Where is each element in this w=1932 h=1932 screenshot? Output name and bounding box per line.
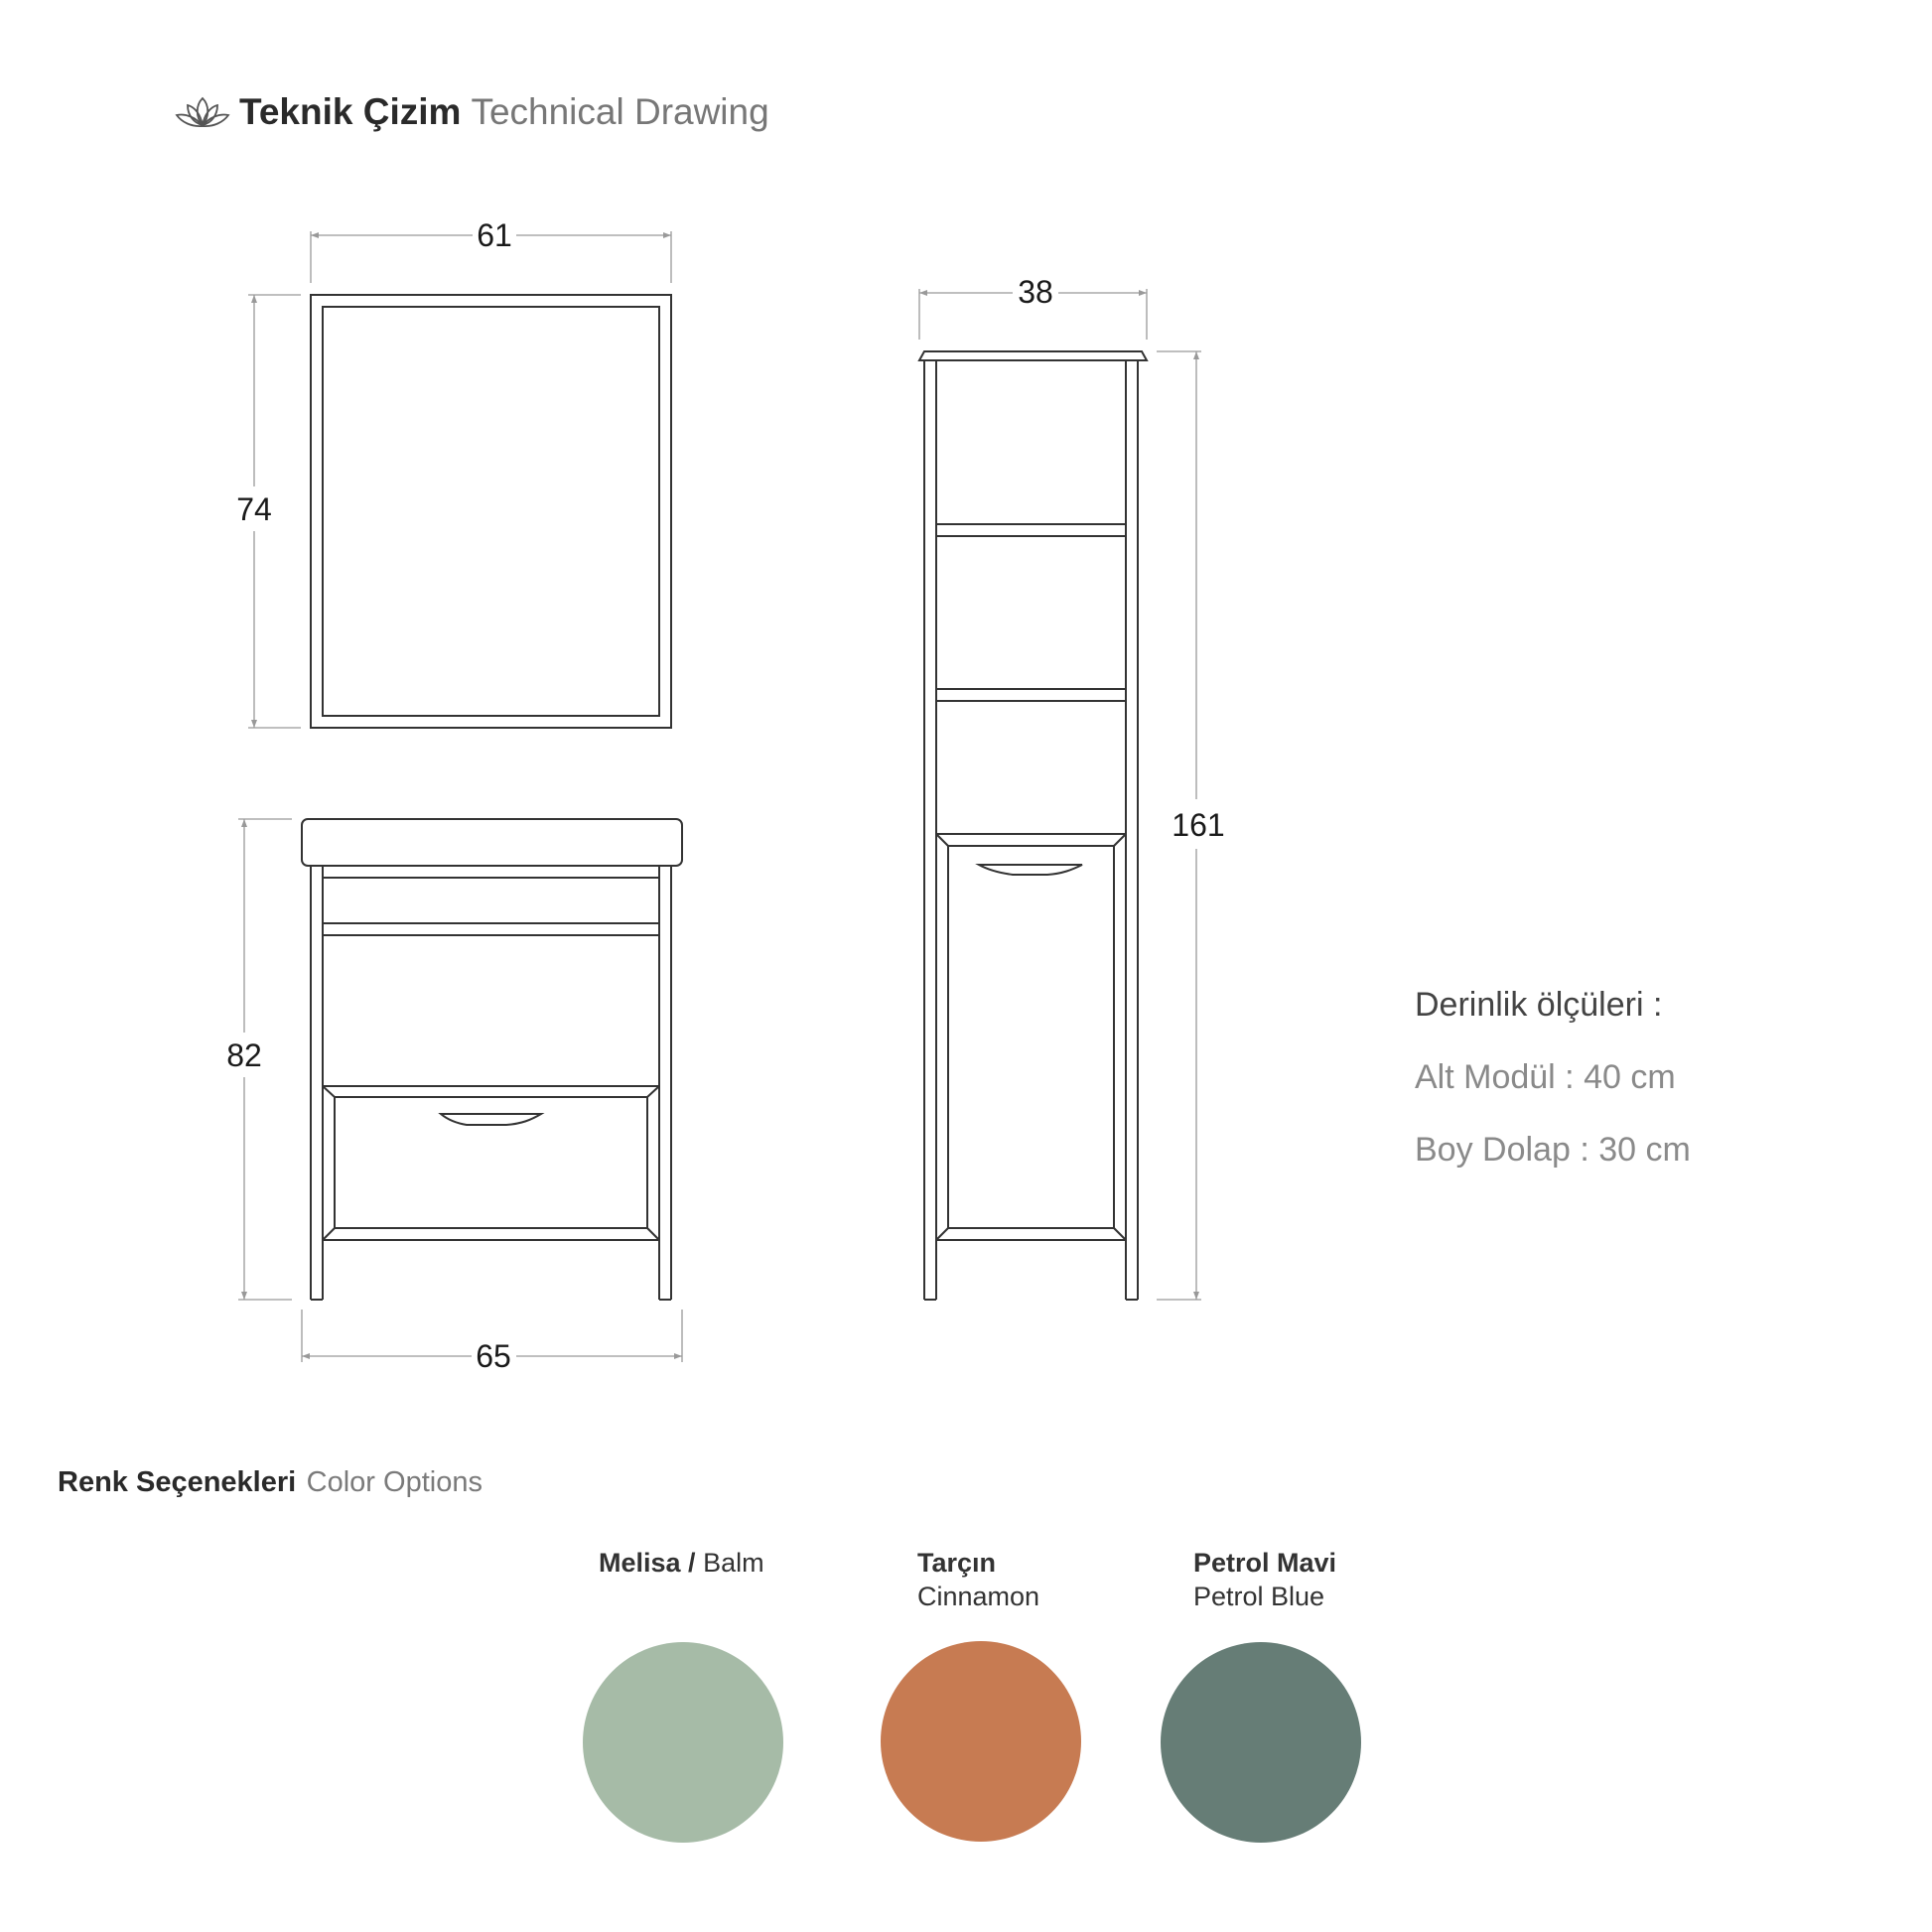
vanity-unit-drawing [302, 819, 682, 1300]
header-title-tr: Teknik Çizim [239, 91, 462, 132]
color-option-label-petrol-blue: Petrol Mavi Petrol Blue [1193, 1548, 1337, 1611]
color-options-title [58, 1466, 483, 1499]
color-options-title-tr: Renk Seçenekleri [58, 1466, 297, 1498]
base-height-label: 82 [226, 1037, 262, 1073]
color-options-title-en: Color Options [306, 1466, 483, 1498]
color-swatch-balm[interactable] [583, 1642, 783, 1843]
mirror-drawing [311, 295, 671, 728]
depth-title: Derinlik ölçüleri : [1415, 986, 1663, 1024]
mirror-height-label: 74 [236, 491, 272, 527]
depth-row-bottom-module: Alt Modül : 40 cm [1415, 1058, 1676, 1096]
color-option-label-cinnamon: Tarçın Cinnamon [917, 1548, 1040, 1611]
color-swatch-petrol-blue[interactable] [1161, 1642, 1361, 1843]
header-title-en: Technical Drawing [471, 91, 769, 132]
mirror-width-label: 61 [477, 217, 512, 253]
base-width-label: 65 [476, 1338, 511, 1374]
tall-width-label: 38 [1018, 274, 1053, 310]
tall-height-label: 161 [1172, 807, 1225, 843]
depth-row-tall-cabinet: Boy Dolap : 30 cm [1415, 1131, 1691, 1169]
color-swatch-cinnamon[interactable] [881, 1641, 1081, 1842]
tall-cabinet-drawing [919, 351, 1147, 1300]
color-option-label-balm: Melisa / Balm [599, 1548, 764, 1578]
